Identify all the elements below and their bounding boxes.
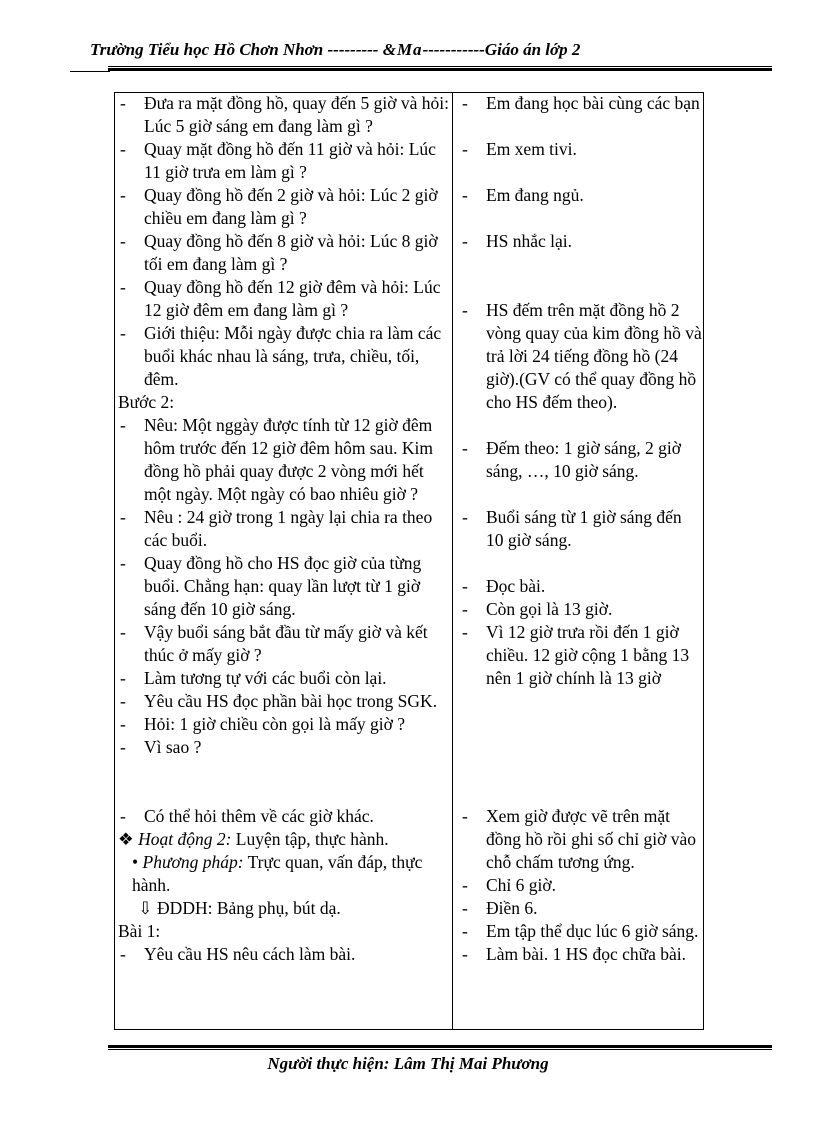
bullet-dash: - bbox=[120, 553, 126, 573]
header-separator: ----------- bbox=[422, 40, 485, 59]
item-text: Yêu cầu HS nêu cách làm bài. bbox=[144, 944, 356, 964]
bullet-dash: - bbox=[120, 691, 126, 711]
list-item bbox=[118, 414, 450, 506]
list-item bbox=[460, 598, 702, 621]
item-text: Điền 6. bbox=[486, 898, 538, 918]
page-footer: Người thực hiện: Lâm Thị Mai Phương bbox=[267, 1054, 549, 1073]
item-text: Quay mặt đồng hồ đến 11 giờ và hỏi: Lúc 11 giờ trưa em làm gì ? bbox=[144, 139, 436, 182]
item-text: Quay đồng hồ đến 2 giờ và hỏi: Lúc 2 giờ chiều em đang làm gì ? bbox=[144, 185, 438, 228]
step-heading bbox=[118, 920, 450, 943]
bullet-dash: - bbox=[120, 277, 126, 297]
bullet-dash: - bbox=[120, 139, 126, 159]
subject-label: Giáo án lớp 2 bbox=[484, 40, 581, 59]
spacer bbox=[118, 759, 450, 782]
bullet-dash: - bbox=[462, 875, 468, 895]
list-item bbox=[118, 276, 450, 322]
bullet-dash: - bbox=[120, 185, 126, 205]
header-rule-stub bbox=[70, 71, 110, 72]
bullet-dash: - bbox=[120, 622, 126, 642]
bullet-dash: - bbox=[120, 944, 126, 964]
list-item bbox=[460, 805, 702, 874]
bullet-dash: - bbox=[120, 93, 126, 113]
spacer bbox=[460, 115, 702, 138]
bullet-dash: - bbox=[462, 231, 468, 251]
item-text: Làm tương tự với các buổi còn lại. bbox=[144, 668, 387, 688]
activity-heading bbox=[118, 828, 450, 851]
header-separator: --------- bbox=[327, 40, 379, 59]
list-item bbox=[118, 322, 450, 391]
bullet-dash: - bbox=[462, 599, 468, 619]
spacer bbox=[460, 713, 702, 736]
spacer bbox=[460, 253, 702, 276]
spacer bbox=[460, 736, 702, 759]
item-text: Vì 12 giờ trưa rồi đến 1 giờ chiều. 12 giờ cộng 1 bằng 13 nên 1 giờ chính là 13 giờ bbox=[486, 622, 690, 688]
header-logo: &Ma bbox=[382, 40, 423, 59]
list-item bbox=[460, 184, 702, 207]
item-text: Làm bài. 1 HS đọc chữa bài. bbox=[486, 944, 686, 964]
spacer bbox=[460, 782, 702, 805]
method-line bbox=[118, 851, 450, 897]
footer-rule bbox=[108, 1045, 772, 1050]
list-item bbox=[460, 437, 702, 483]
line-label: Hoạt động 2: bbox=[138, 829, 232, 849]
spacer bbox=[460, 552, 702, 575]
item-text: Vậy buổi sáng bắt đầu từ mấy giờ và kết thúc ở mấy giờ ? bbox=[144, 622, 428, 665]
diamond-bullet-icon: ❖ bbox=[118, 829, 134, 849]
bullet-dash: - bbox=[462, 576, 468, 596]
item-text: Đưa ra mặt đồng hồ, quay đến 5 giờ và hỏi: Lúc 5 giờ sáng em đang làm gì ? bbox=[144, 93, 449, 136]
list-item bbox=[118, 92, 450, 138]
spacer bbox=[460, 690, 702, 713]
bullet-dash: - bbox=[462, 185, 468, 205]
list-item bbox=[460, 230, 702, 253]
item-text: Nêu: Một nggày được tính từ 12 giờ đêm hôm trước đến 12 giờ đêm hôm sau. Kim đồng hồ phải quay được 2 vòng mới hết một ngày. Một ngày có bao nhiêu giờ ? bbox=[144, 415, 433, 504]
bullet-dash: - bbox=[120, 668, 126, 688]
list-item bbox=[118, 667, 450, 690]
item-text: Còn gọi là 13 giờ. bbox=[486, 599, 613, 619]
tools-line bbox=[118, 897, 450, 920]
list-item bbox=[460, 897, 702, 920]
item-text: Quay đồng hồ đến 12 giờ đêm và hỏi: Lúc 12 giờ đêm em đang làm gì ? bbox=[144, 277, 441, 320]
bullet-dash: - bbox=[462, 921, 468, 941]
bullet-dash: - bbox=[462, 93, 468, 113]
list-item bbox=[118, 230, 450, 276]
bullet-dash: - bbox=[462, 806, 468, 826]
bullet-dash: - bbox=[462, 139, 468, 159]
bullet-dash: - bbox=[462, 507, 468, 527]
line-value: Trực quan, vấn đáp, thực hành. bbox=[132, 852, 423, 895]
bullet-dash: - bbox=[120, 806, 126, 826]
list-item bbox=[118, 943, 450, 966]
item-text: Đếm theo: 1 giờ sáng, 2 giờ sáng, …, 10 giờ sáng. bbox=[486, 438, 681, 481]
list-item bbox=[118, 805, 450, 828]
item-text: Vì sao ? bbox=[144, 737, 202, 757]
item-text: Nêu : 24 giờ trong 1 ngày lại chia ra theo các buổi. bbox=[144, 507, 433, 550]
line-text bbox=[132, 851, 450, 897]
item-text: Chỉ 6 giờ. bbox=[486, 875, 557, 895]
list-item bbox=[460, 920, 702, 943]
bullet-dash: - bbox=[120, 507, 126, 527]
bullet-dash: - bbox=[120, 415, 126, 435]
bullet-dash: - bbox=[120, 231, 126, 251]
item-text: Em đang học bài cùng các bạn bbox=[486, 93, 700, 113]
list-item bbox=[118, 138, 450, 184]
list-item bbox=[460, 299, 702, 414]
item-text: Em tập thể dục lúc 6 giờ sáng. bbox=[486, 921, 699, 941]
page-header bbox=[90, 40, 770, 60]
column-divider bbox=[452, 92, 453, 1030]
spacer bbox=[460, 759, 702, 782]
list-item bbox=[460, 943, 702, 966]
teacher-activities-column bbox=[118, 92, 450, 966]
list-item bbox=[118, 552, 450, 621]
list-item bbox=[460, 874, 702, 897]
item-text: Yêu cầu HS đọc phần bài học trong SGK. bbox=[144, 691, 438, 711]
bullet-dash: - bbox=[120, 737, 126, 757]
item-text: Buổi sáng từ 1 giờ sáng đến 10 giờ sáng. bbox=[486, 507, 682, 550]
list-item bbox=[118, 690, 450, 713]
spacer bbox=[118, 782, 450, 805]
line-label: Phương pháp: bbox=[142, 852, 244, 872]
item-text: Em đang ngủ. bbox=[486, 185, 584, 205]
item-text: HS đếm trên mặt đồng hồ 2 vòng quay của kim đồng hồ và trả lời 24 tiếng đồng hồ (24 giờ).(GV có thể quay đồng hồ cho HS đếm theo). bbox=[486, 300, 702, 412]
item-text: Quay đồng hồ cho HS đọc giờ của từng buổi. Chẳng hạn: quay lần lượt từ 1 giờ sáng đến 10 giờ sáng. bbox=[144, 553, 422, 619]
line-text bbox=[118, 828, 450, 851]
heading-text: Bước 2: bbox=[118, 392, 175, 412]
spacer bbox=[460, 207, 702, 230]
line-value: Luyện tập, thực hành. bbox=[231, 829, 389, 849]
school-name: Trường Tiểu học Hồ Chơn Nhơn bbox=[90, 40, 324, 59]
item-text: Có thể hỏi thêm về các giờ khác. bbox=[144, 806, 374, 826]
spacer bbox=[460, 276, 702, 299]
spacer bbox=[460, 161, 702, 184]
bullet-dash: - bbox=[120, 714, 126, 734]
arrow-down-icon: ⇩ bbox=[138, 898, 153, 918]
item-text: Xem giờ được vẽ trên mặt đồng hồ rồi ghi số chỉ giờ vào chỗ chấm tương ứng. bbox=[486, 806, 696, 872]
line-text bbox=[138, 897, 450, 920]
bullet-dash: - bbox=[120, 323, 126, 343]
item-text: Giới thiệu: Mỗi ngày được chia ra làm các buổi khác nhau là sáng, trưa, chiều, tối, đêm. bbox=[144, 323, 442, 389]
header-rule bbox=[108, 66, 772, 71]
dot-bullet-icon: • bbox=[132, 852, 139, 872]
list-item bbox=[460, 575, 702, 598]
item-text: HS nhắc lại. bbox=[486, 231, 573, 251]
bullet-dash: - bbox=[462, 438, 468, 458]
line-value: ĐDDH: Bảng phụ, bút dạ. bbox=[152, 898, 341, 918]
bullet-dash: - bbox=[462, 622, 468, 642]
item-text: Đọc bài. bbox=[486, 576, 546, 596]
student-activities-column bbox=[460, 92, 702, 966]
list-item bbox=[118, 713, 450, 736]
spacer bbox=[460, 483, 702, 506]
list-item bbox=[118, 184, 450, 230]
item-text: Em xem tivi. bbox=[486, 139, 577, 159]
item-text: Hỏi: 1 giờ chiều còn gọi là mấy giờ ? bbox=[144, 714, 406, 734]
list-item bbox=[460, 138, 702, 161]
spacer bbox=[460, 414, 702, 437]
list-item bbox=[118, 506, 450, 552]
bullet-dash: - bbox=[462, 898, 468, 918]
item-text: Quay đồng hồ đến 8 giờ và hỏi: Lúc 8 giờ tối em đang làm gì ? bbox=[144, 231, 438, 274]
list-item bbox=[118, 621, 450, 667]
bullet-dash: - bbox=[462, 300, 468, 320]
step-heading bbox=[118, 391, 450, 414]
heading-text: Bài 1: bbox=[118, 921, 161, 941]
list-item bbox=[460, 506, 702, 552]
bullet-dash: - bbox=[462, 944, 468, 964]
list-item bbox=[460, 92, 702, 115]
list-item bbox=[460, 621, 702, 690]
list-item bbox=[118, 736, 450, 759]
